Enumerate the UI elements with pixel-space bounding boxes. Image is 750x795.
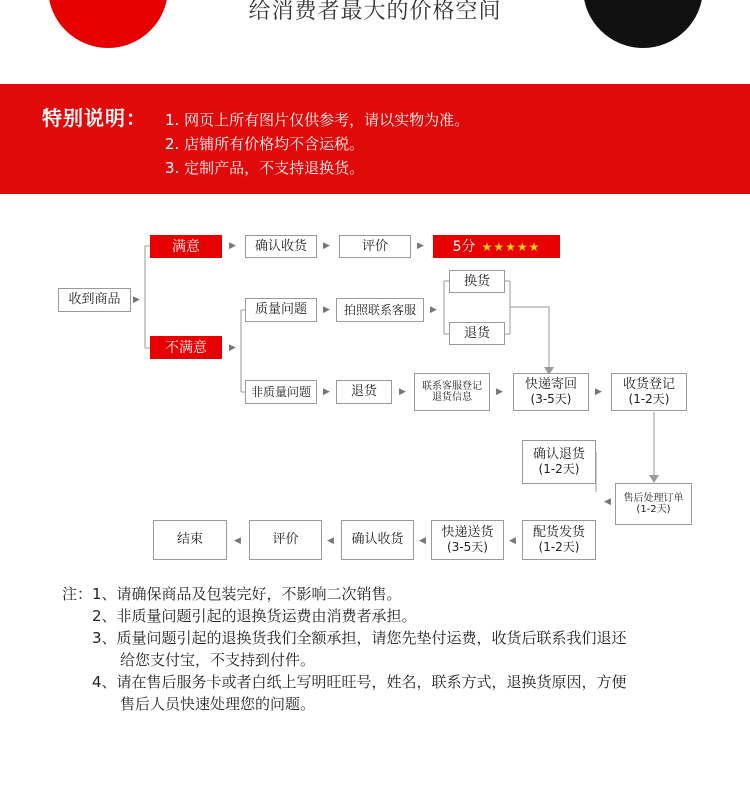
notes-section bbox=[62, 583, 627, 715]
register-line-1: 联系客服登记 bbox=[422, 381, 482, 392]
step-exchange: 换货 bbox=[449, 270, 505, 293]
step-express-back bbox=[513, 373, 589, 411]
express-send-time: (3-5天) bbox=[447, 540, 488, 554]
step-confirm-return bbox=[522, 440, 596, 484]
arrow-left-icon: ◀ bbox=[327, 536, 334, 546]
notice-banner bbox=[0, 84, 750, 194]
express-send-label: 快递送货 bbox=[441, 525, 494, 540]
note-number: 2、 bbox=[92, 607, 117, 625]
note-text-continued: 给您支付宝，不支持到付件。 bbox=[120, 651, 316, 669]
step-photo-contact-service: 拍照联系客服 bbox=[336, 298, 424, 322]
notice-title: 特别说明： bbox=[42, 106, 147, 130]
notice-item: 1. 网页上所有图片仅供参考，请以实物为准。 bbox=[165, 111, 470, 129]
arrow-right-icon: ▶ bbox=[323, 387, 330, 397]
step-non-quality-issue: 非质量问题 bbox=[245, 380, 317, 404]
step-confirm-receipt: 确认收货 bbox=[245, 235, 317, 258]
branch-satisfied: 满意 bbox=[150, 235, 222, 258]
header-title: 给消费者最大的价格空间 bbox=[248, 0, 502, 24]
arrow-left-icon: ◀ bbox=[509, 536, 516, 546]
note-text: 请在售后服务卡或者白纸上写明旺旺号，姓名，联系方式，退换货原因，方便 bbox=[116, 673, 627, 691]
ship-time: (1-2天) bbox=[538, 540, 580, 554]
branch-unsatisfied: 不满意 bbox=[150, 336, 222, 359]
step-end: 结束 bbox=[153, 520, 227, 560]
arrow-left-icon: ◀ bbox=[604, 497, 611, 507]
step-review-final: 评价 bbox=[249, 520, 322, 560]
note-item bbox=[62, 627, 627, 649]
step-register-return-info bbox=[414, 373, 490, 411]
register-line-2: 退货信息 bbox=[432, 392, 472, 403]
arrow-right-icon: ▶ bbox=[595, 387, 602, 397]
confirm-return-label: 确认退货 bbox=[532, 447, 585, 462]
step-confirm-receipt-final: 确认收货 bbox=[341, 520, 414, 560]
note-text: 非质量问题引起的退换货运费由消费者承担。 bbox=[116, 607, 417, 625]
note-item bbox=[62, 671, 627, 693]
arrow-right-icon: ▶ bbox=[133, 295, 140, 305]
step-return-non-quality: 退货 bbox=[336, 380, 392, 404]
arrow-right-icon: ▶ bbox=[323, 241, 330, 251]
express-back-time: (3-5天) bbox=[530, 392, 572, 406]
note-item bbox=[62, 583, 627, 605]
ship-label: 配货发货 bbox=[532, 525, 585, 540]
step-quality-issue: 质量问题 bbox=[245, 298, 317, 322]
arrow-left-icon: ◀ bbox=[419, 536, 426, 546]
express-back-label: 快递寄回 bbox=[524, 377, 577, 392]
receive-register-time: (1-2天) bbox=[628, 392, 670, 406]
step-return: 退货 bbox=[449, 322, 505, 345]
step-review: 评价 bbox=[339, 235, 411, 258]
arrow-right-icon: ▶ bbox=[229, 343, 236, 353]
arrow-right-icon: ▶ bbox=[229, 241, 236, 251]
receive-register-label: 收货登记 bbox=[622, 377, 675, 392]
arrow-left-icon: ◀ bbox=[234, 536, 241, 546]
notice-item: 2. 店铺所有价格均不含运税。 bbox=[165, 135, 365, 153]
note-number: 3、 bbox=[92, 629, 117, 647]
notice-item: 3. 定制产品，不支持退换货。 bbox=[165, 159, 365, 177]
note-text-continued: 售后人员快速处理您的问题。 bbox=[120, 695, 316, 713]
step-receive-register bbox=[611, 373, 687, 411]
after-sales-time: (1-2天) bbox=[636, 504, 671, 515]
arrow-right-icon: ▶ bbox=[399, 387, 406, 397]
note-number: 4、 bbox=[92, 673, 117, 691]
note-text: 请确保商品及包装完好，不影响二次销售。 bbox=[116, 585, 402, 603]
note-item bbox=[62, 605, 627, 627]
note-text: 质量问题引起的退换货我们全额承担，请您先垫付运费，收货后联系我们退还 bbox=[116, 629, 627, 647]
step-receive-goods: 收到商品 bbox=[58, 288, 131, 312]
step-express-send bbox=[431, 520, 504, 560]
notes-label: 注： bbox=[62, 585, 93, 603]
rating-score: 5分 bbox=[452, 238, 476, 255]
arrow-right-icon: ▶ bbox=[430, 305, 437, 315]
note-number: 1、 bbox=[92, 585, 117, 603]
star-rating-icon: ★★★★★ bbox=[481, 239, 541, 254]
notice-list bbox=[165, 108, 469, 180]
arrow-right-icon: ▶ bbox=[496, 387, 503, 397]
after-sales-label: 售后处理订单 bbox=[623, 493, 684, 504]
step-after-sales-order bbox=[615, 483, 692, 525]
step-ship bbox=[522, 520, 596, 560]
arrow-right-icon: ▶ bbox=[323, 305, 330, 315]
arrow-right-icon: ▶ bbox=[417, 241, 424, 251]
rating-badge bbox=[433, 235, 560, 258]
confirm-return-time: (1-2天) bbox=[538, 462, 580, 476]
